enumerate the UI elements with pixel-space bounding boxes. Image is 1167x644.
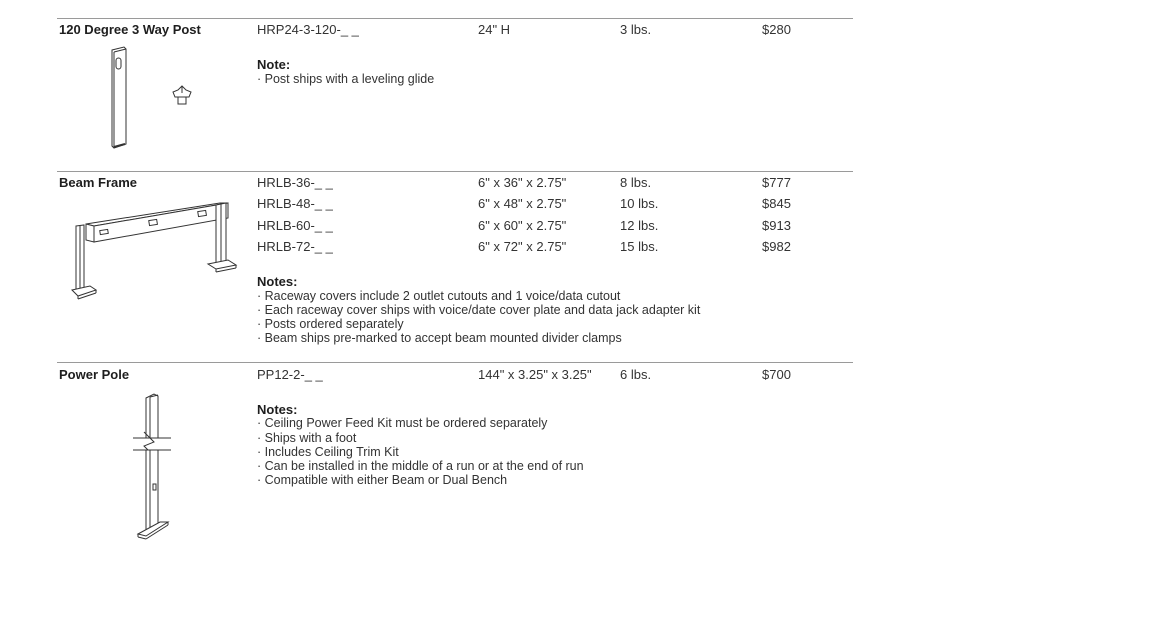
- product-name: Power Pole: [59, 367, 130, 382]
- dimensions: 24" H: [478, 22, 511, 37]
- model-number: PP12-2-_ _: [257, 367, 323, 382]
- note-item: · Includes Ceiling Trim Kit: [257, 445, 399, 459]
- note-item: · Raceway covers include 2 outlet cutouts and 1 voice/data cutout: [257, 289, 621, 303]
- notes-heading: Note:: [257, 57, 291, 72]
- note-item: · Post ships with a leveling glide: [257, 72, 435, 86]
- weight: 6 lbs.: [620, 367, 652, 382]
- model-number: HRLB-48-_ _: [257, 196, 333, 211]
- weight: 12 lbs.: [620, 218, 659, 233]
- weight: 8 lbs.: [620, 175, 652, 190]
- model-number: HRLB-60-_ _: [257, 218, 333, 233]
- weight: 15 lbs.: [620, 239, 659, 254]
- note-item: · Ceiling Power Feed Kit must be ordered separately: [257, 416, 548, 430]
- dimensions: 6" x 72" x 2.75": [478, 239, 567, 254]
- product-name: 120 Degree 3 Way Post: [59, 22, 201, 37]
- note-item: · Each raceway cover ships with voice/date cover plate and data jack adapter kit: [257, 303, 701, 317]
- model-number: HRLB-36-_ _: [257, 175, 333, 190]
- price: $982: [762, 239, 791, 254]
- weight: 3 lbs.: [620, 22, 652, 37]
- price: $845: [762, 196, 791, 211]
- product-name: Beam Frame: [59, 175, 138, 190]
- note-item: · Beam ships pre-marked to accept beam mounted divider clamps: [257, 331, 622, 345]
- note-item: · Can be installed in the middle of a run or at the end of run: [257, 459, 584, 473]
- power-pole-illustration: [130, 392, 174, 542]
- model-number: HRP24-3-120-_ _: [257, 22, 359, 37]
- section-divider: [57, 171, 853, 172]
- dimensions: 144" x 3.25" x 3.25": [478, 367, 592, 382]
- note-item: · Ships with a foot: [257, 431, 357, 445]
- price: $913: [762, 218, 791, 233]
- post-illustration: [104, 44, 134, 152]
- section-divider: [57, 362, 853, 363]
- beam-frame-illustration: [70, 198, 240, 302]
- dimensions: 6" x 48" x 2.75": [478, 196, 567, 211]
- dimensions: 6" x 36" x 2.75": [478, 175, 567, 190]
- model-number: HRLB-72-_ _: [257, 239, 333, 254]
- weight: 10 lbs.: [620, 196, 659, 211]
- price: $280: [762, 22, 791, 37]
- note-item: · Posts ordered separately: [257, 317, 404, 331]
- price: $700: [762, 367, 791, 382]
- price: $777: [762, 175, 791, 190]
- notes-heading: Notes:: [257, 274, 298, 289]
- dimensions: 6" x 60" x 2.75": [478, 218, 567, 233]
- notes-heading: Notes:: [257, 402, 298, 417]
- section-divider: [57, 18, 853, 19]
- three-way-post-top-view-icon: [169, 84, 195, 108]
- note-item: · Compatible with either Beam or Dual Bench: [257, 473, 508, 487]
